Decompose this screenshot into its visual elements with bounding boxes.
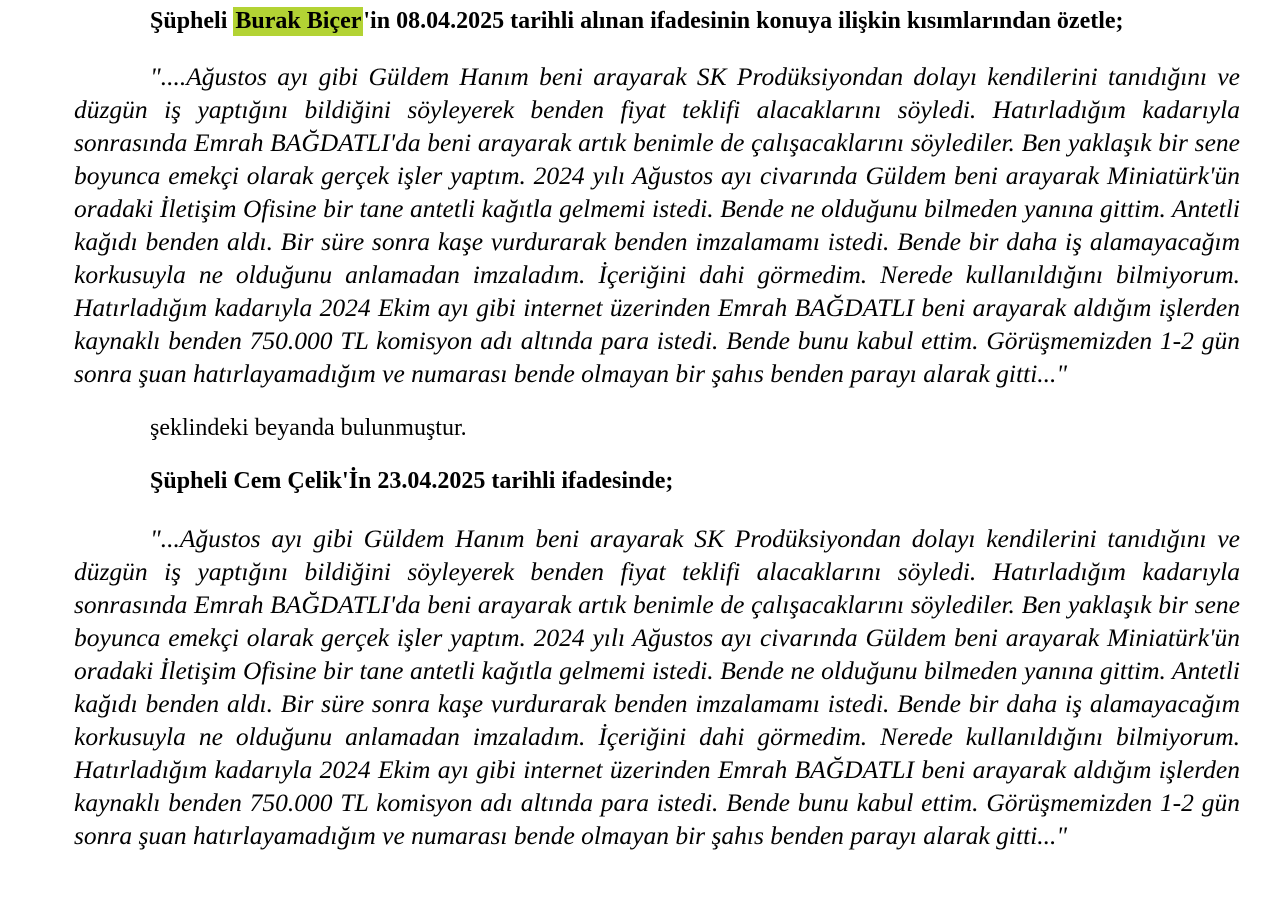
suspect1-heading-prefix: Şüpheli (150, 8, 234, 34)
legal-document (74, 4, 1240, 852)
suspect1-statement-heading (74, 4, 1240, 38)
suspect2-statement-heading: Şüpheli Cem Çelik'İn 23.04.2025 tarihli ifadesinde; (150, 468, 674, 494)
suspect1-statement-quote: "....Ağustos ayı gibi Güldem Hanım beni arayarak SK Prodüksiyondan dolayı kendilerini tanıdığını ve düzgün iş yaptığını bildiğini söyleyerek benden fiyat teklifi alacaklarını söyledi. Hatırladığım kadarıyla sonrasında Emrah BAĞDATLI'da beni arayarak artık benimle de çalışacaklarını söylediler. Ben yaklaşık bir sene boyunca emekçi olarak gerçek işler yaptım. 2024 yılı Ağustos ayı civarında Güldem beni arayarak Miniatürk'ün oradaki İletişim Ofisine bir tane antetli kağıtla gelmemi istedi. Bende ne olduğunu bilmeden yanına gittim. Antetli kağıdı benden aldı. Bir süre sonra kaşe vurdurarak benden imzalamamı istedi. Bende bir daha iş alamayacağım korkusuyla ne olduğunu anlamadan imzaladım. İçeriğini dahi görmedim. Nerede kullanıldığını bilmiyorum. Hatırladığım kadarıyla 2024 Ekim ayı gibi internet üzerinden Emrah BAĞDATLI beni arayarak aldığım işlerden kaynaklı benden 750.000 TL komisyon adı altında para istedi. Bende bunu kabul ettim. Görüşmemizden 1-2 gün sonra şuan hatırlayamadığım ve numarası bende olmayan bir şahıs benden parayı alarak gitti..." (74, 62, 1240, 388)
suspect2-statement-quote: "...Ağustos ayı gibi Güldem Hanım beni arayarak SK Prodüksiyondan dolayı kendilerini tanıdığını ve düzgün iş yaptığını bildiğini söyleyerek benden fiyat teklifi alacaklarını söyledi. Hatırladığım kadarıyla sonrasında Emrah BAĞDATLI'da beni arayarak artık benimle de çalışacaklarını söylediler. Ben yaklaşık bir sene boyunca emekçi olarak gerçek işler yaptım. 2024 yılı Ağustos ayı civarında Güldem beni arayarak Miniatürk'ün oradaki İletişim Ofisine bir tane antetli kağıtla gelmemi istedi. Bende ne olduğunu bilmeden yanına gittim. Antetli kağıdı benden aldı. Bir süre sonra kaşe vurdurarak benden imzalamamı istedi. Bende bir daha iş alamayacağım korkusuyla ne olduğunu anlamadan imzaladım. İçeriğini dahi görmedim. Nerede kullanıldığını bilmiyorum. Hatırladığım kadarıyla 2024 Ekim ayı gibi internet üzerinden Emrah BAĞDATLI beni arayarak aldığım işlerden kaynaklı benden 750.000 TL komisyon adı altında para istedi. Bende bunu kabul ettim. Görüşmemizden 1-2 gün sonra şuan hatırlayamadığım ve numarası bende olmayan bir şahıs benden parayı alarak gitti..." (74, 524, 1240, 850)
statement1-closing-line: şeklindeki beyanda bulunmuştur. (150, 415, 467, 441)
suspect1-highlighted-name: Burak Biçer (235, 8, 362, 34)
suspect1-heading-suffix: 'in 08.04.2025 tarihli alınan ifadesinin konuya ilişkin kısımlarından özetle; (363, 8, 1124, 34)
